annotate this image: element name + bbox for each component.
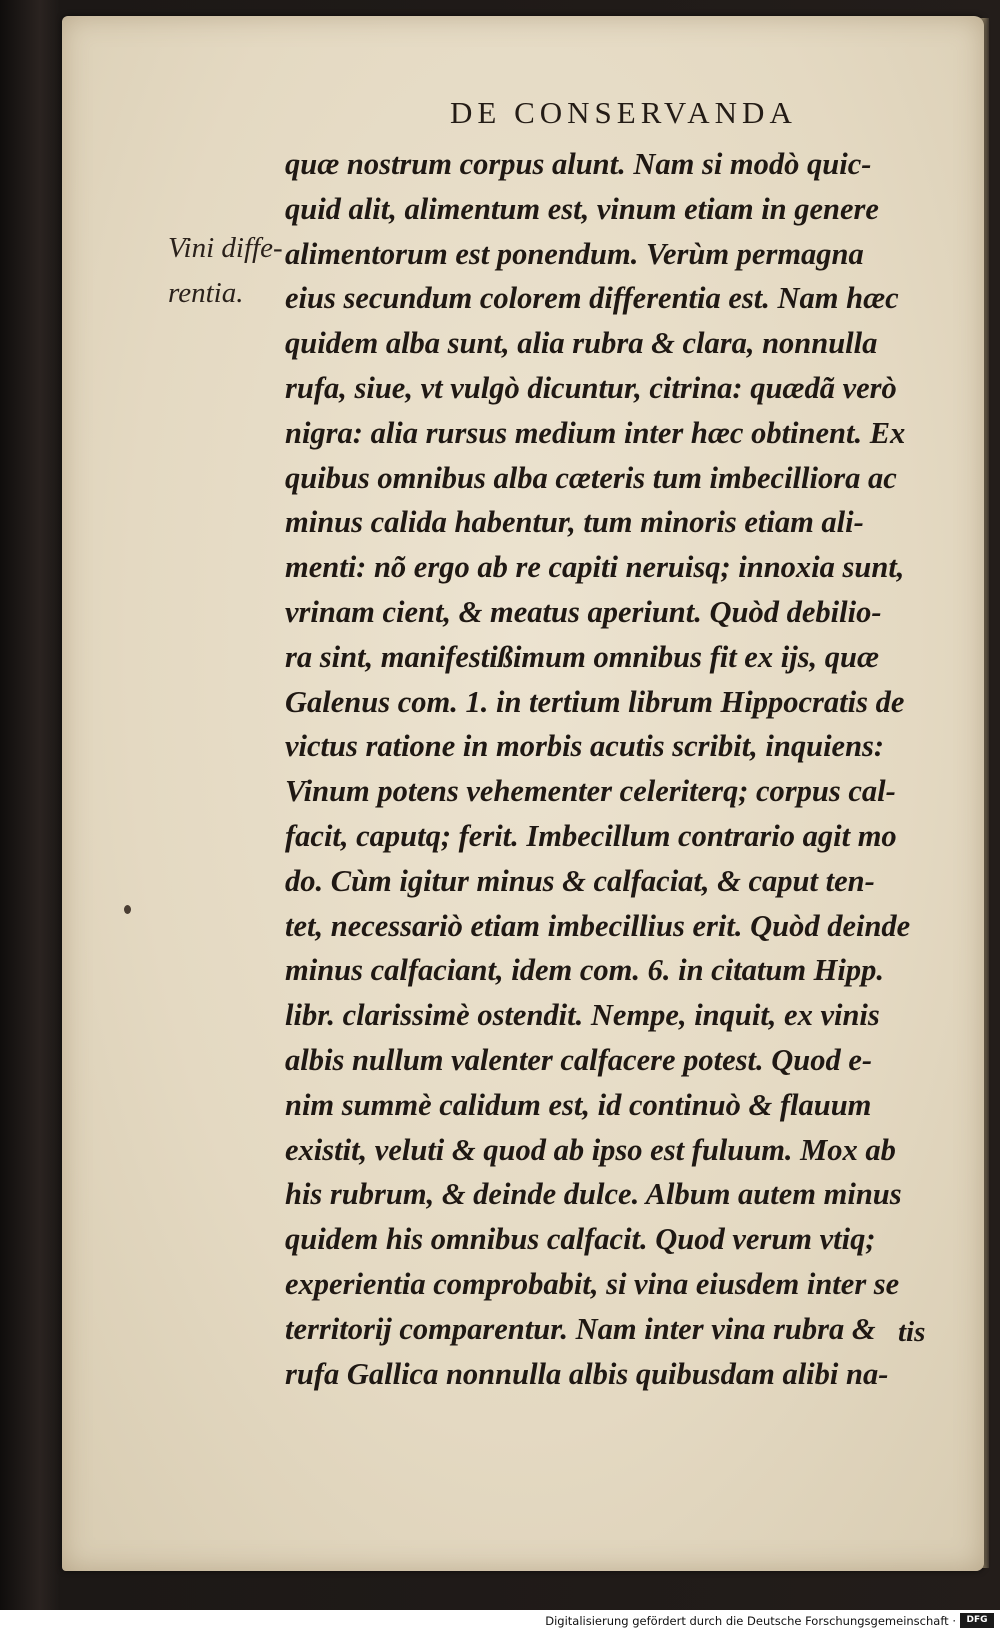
- text-line: ra sint, manifestißimum omnibus fit ex ijs, quæ: [285, 639, 880, 674]
- catchword: tis: [898, 1316, 926, 1348]
- footer-credit: Digitalisierung gefördert durch die Deutsche Forschungsgemeinschaft ·: [545, 1614, 956, 1628]
- text-line: rufa, siue, vt vulgò dicuntur, citrina: quædã verò: [285, 370, 897, 405]
- text-line: experientia comprobabit, si vina eiusdem inter se: [285, 1266, 900, 1301]
- text-line: albis nullum valenter calfacere potest. Quod e-: [285, 1042, 873, 1077]
- text-line: rufa Gallica nonnulla albis quibusdam alibi na-: [285, 1356, 889, 1391]
- text-line: existit, veluti & quod ab ipso est fuluum. Mox ab: [285, 1132, 896, 1167]
- text-line: quid alit, alimentum est, vinum etiam in genere: [285, 191, 879, 226]
- text-line: quæ nostrum corpus alunt. Nam si modò quic-: [285, 147, 872, 181]
- text-line: nim summè calidum est, id continuò & flauum: [285, 1087, 872, 1122]
- text-line: Vinum potens vehementer celeriterq; corpus cal-: [285, 774, 896, 809]
- text-line: minus calfaciant, idem com. 6. in citatum Hipp.: [285, 953, 885, 988]
- text-line: vrinam cient, & meatus aperiunt. Quòd debilio-: [285, 594, 882, 629]
- text-line: quidem his omnibus calfacit. Quod verum vtiq;: [285, 1222, 876, 1257]
- text-line: tet, necessariò etiam imbecillius erit. Quòd deinde: [285, 908, 911, 943]
- text-line: libr. clarissimè ostendit. Nempe, inquit, ex vinis: [285, 998, 880, 1033]
- text-line: territorij comparentur. Nam inter vina rubra &: [285, 1311, 876, 1346]
- text-line: victus ratione in morbis acutis scribit, inquiens:: [285, 729, 885, 764]
- marginal-note-line: Vini diffe-: [168, 232, 283, 264]
- text-line: minus calida habentur, tum minoris etiam ali-: [285, 505, 864, 540]
- text-line: facit, caputq; ferit. Imbecillum contrario agit mo: [285, 818, 897, 853]
- text-line: alimentorum est ponendum. Verùm permagna: [285, 236, 864, 271]
- text-line: Galenus com. 1. in tertium librum Hippocratis de: [285, 684, 905, 719]
- text-line: menti: nõ ergo ab re capiti neruisq; innoxia sunt,: [285, 550, 905, 585]
- body-text: [285, 142, 950, 1396]
- text-line: quibus omnibus alba cæteris tum imbecilliora ac: [285, 460, 897, 495]
- text-line: quidem alba sunt, alia rubra & clara, nonnulla: [285, 326, 878, 361]
- marginal-note-line: rentia.: [168, 277, 244, 309]
- dfg-logo-icon: DFG: [960, 1613, 994, 1628]
- text-line: eius secundum colorem differentia est. Nam hæc: [285, 281, 899, 316]
- text-line: nigra: alia rursus medium inter hæc obtinent. Ex: [285, 415, 906, 450]
- text-line: his rubrum, & deinde dulce. Album autem minus: [285, 1177, 902, 1212]
- text-line: do. Cùm igitur minus & calfaciat, & caput ten-: [285, 863, 875, 898]
- running-head: DE CONSERVANDA: [450, 95, 797, 130]
- ink-speck: [124, 905, 131, 914]
